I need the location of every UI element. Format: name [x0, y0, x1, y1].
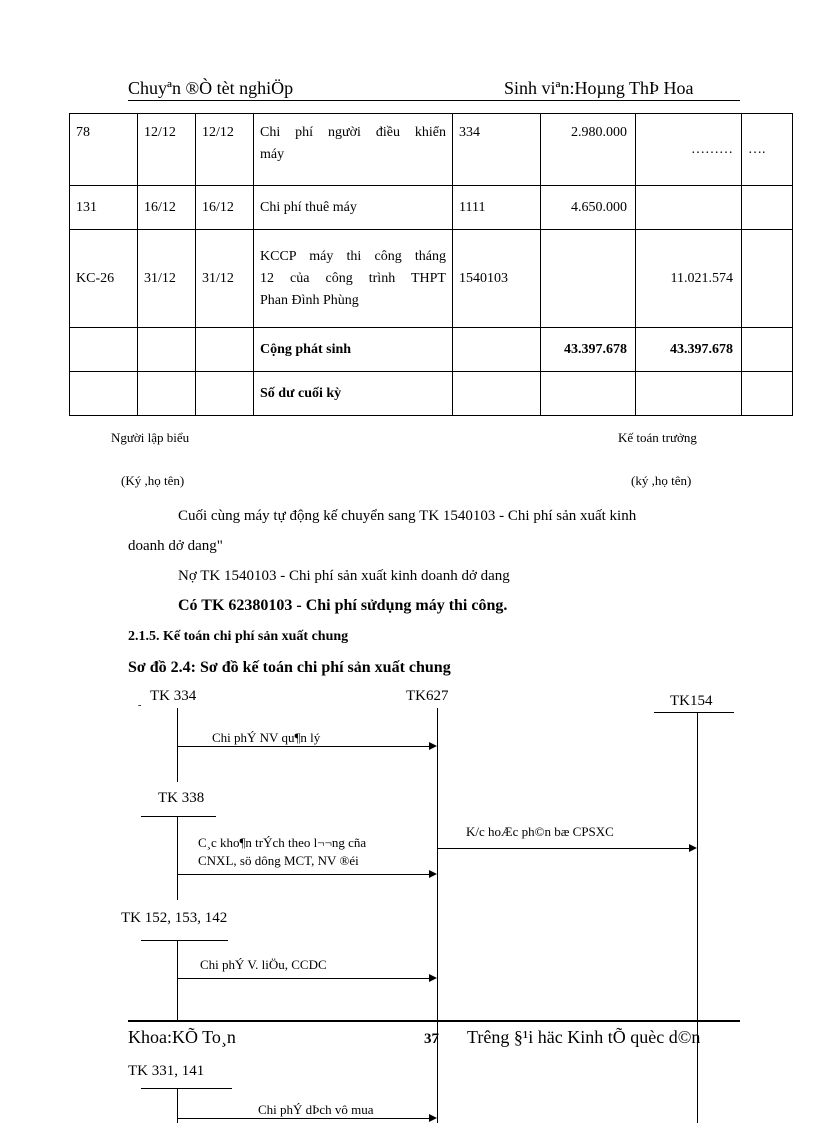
date-cell: 31/12 [138, 230, 196, 328]
arrow-head-icon [429, 742, 437, 750]
header-left: Chuyªn ®Ò tèt nghiÖp [128, 78, 294, 98]
header-right: Sinh viªn:Hoµng ThÞ Hoa [504, 78, 694, 98]
account-cell: 334 [453, 114, 541, 186]
tk331-rule [141, 1088, 232, 1089]
debit-cell: 4.650.000 [541, 186, 636, 230]
flow-arrow-line [177, 978, 429, 979]
flow-arrow-line [177, 746, 429, 747]
desc-line: 12 của công trình THPT [260, 270, 446, 286]
header-rule [128, 100, 740, 101]
flow-label-338-2: CNXL, sö dông MCT, NV ®éi [198, 853, 359, 868]
tk627-axis [437, 708, 438, 1123]
debit-cell: 2.980.000 [541, 114, 636, 186]
desc-cell [254, 114, 453, 186]
table-row [70, 114, 793, 186]
flow-arrow-line [177, 1118, 429, 1119]
flow-label-vl: Chi phÝ V. liÖu, CCDC [200, 957, 327, 972]
tk334-label: TK 334 [150, 688, 197, 704]
signature-left-sub: (Ký ,họ tên) [121, 473, 185, 488]
tk152-axis [177, 940, 178, 1020]
flow-arrow-line [177, 874, 429, 875]
tk154-axis [697, 712, 698, 1123]
tk338-axis [177, 816, 178, 900]
arrow-head-icon [429, 870, 437, 878]
tk331-label: TK 331, 141 [128, 1063, 205, 1079]
diagram-title: Sơ đồ 2.4: Sơ đồ kế toán chi phí sản xuất chung [128, 659, 451, 676]
doc-cell: 131 [70, 186, 138, 230]
desc-line: Chi phí người điều khiển [260, 125, 446, 140]
credit-cell [636, 186, 742, 230]
credit-cell: 11.021.574 [636, 230, 742, 328]
tk334-axis [177, 708, 178, 782]
credit-entry: Có TK 62380103 - Chi phí sửdụng máy thi công. [178, 597, 508, 614]
tk338-label: TK 338 [158, 790, 205, 806]
arrow-head-icon [689, 844, 697, 852]
tk154-rule [654, 712, 734, 713]
date-cell: 31/12 [196, 230, 254, 328]
doc-cell: 78 [70, 114, 138, 186]
flow-label-nv: Chi phÝ NV qu¶n lý [212, 730, 321, 745]
arrow-head-icon [429, 1114, 437, 1122]
tk152-label: TK 152, 153, 142 [121, 910, 228, 926]
page-number: 37 [424, 1031, 439, 1047]
flow-arrow-line [437, 848, 689, 849]
footer-rule [128, 1020, 740, 1022]
extra-cell [742, 230, 793, 328]
tk152-rule [141, 940, 228, 941]
flow-label-kc: K/c hoÆc ph©n bæ CPSXC [466, 824, 614, 839]
flow-label-338-1: C¸c kho¶n trÝch theo l¬¬ng cña [198, 835, 367, 850]
signature-left-title: Người lập biểu [111, 430, 190, 445]
account-cell: 1111 [453, 186, 541, 230]
dash-mark: - [138, 700, 142, 711]
debit-entry: Nợ TK 1540103 - Chi phí sản xuất kinh doanh dở dang [178, 568, 510, 584]
date-cell: 16/12 [138, 186, 196, 230]
date-cell: 16/12 [196, 186, 254, 230]
section-heading: 2.1.5. Kế toán chi phí sản xuất chung [128, 629, 349, 644]
total-label: Cộng phát sinh [254, 328, 453, 372]
account-cell: 1540103 [453, 230, 541, 328]
footer-left: Khoa:KÕ To¸n [128, 1027, 236, 1047]
tk154-label: TK154 [670, 693, 713, 709]
desc-cell [254, 230, 453, 328]
table-row [70, 186, 793, 230]
paragraph-line: Cuối cùng máy tự động kế chuyển sang TK 1540103 - Chi phí sản xuất kinh [178, 508, 637, 524]
date-cell: 12/12 [138, 114, 196, 186]
flow-label-dv: Chi phÝ dÞch vô mua [258, 1102, 374, 1117]
tk627-label: TK627 [406, 688, 449, 704]
desc-cell: Chi phí thuê máy [254, 186, 453, 230]
arrow-head-icon [429, 974, 437, 982]
total-credit: 43.397.678 [636, 328, 742, 372]
signature-right-title: Kế toán trưởng [618, 430, 697, 445]
closing-label: Số dư cuối kỳ [254, 372, 453, 416]
paragraph-line: doanh dở dang" [128, 538, 223, 554]
tk338-rule [141, 816, 216, 817]
date-cell: 12/12 [196, 114, 254, 186]
signature-right-sub: (ký ,họ tên) [631, 473, 692, 488]
extra-cell: …. [742, 114, 793, 186]
table-row [70, 230, 793, 328]
closing-row [70, 372, 793, 416]
footer-right: Trêng §¹i häc Kinh tÕ quèc d©n [467, 1027, 701, 1047]
doc-cell: KC-26 [70, 230, 138, 328]
desc-line: KCCP máy thi công tháng [260, 248, 446, 264]
desc-line: Phan Đình Phùng [260, 292, 359, 308]
debit-cell [541, 230, 636, 328]
ledger-table [69, 113, 793, 416]
extra-cell [742, 186, 793, 230]
credit-cell: ……… [636, 114, 742, 186]
desc-line: máy [260, 147, 285, 162]
total-row [70, 328, 793, 372]
total-debit: 43.397.678 [541, 328, 636, 372]
